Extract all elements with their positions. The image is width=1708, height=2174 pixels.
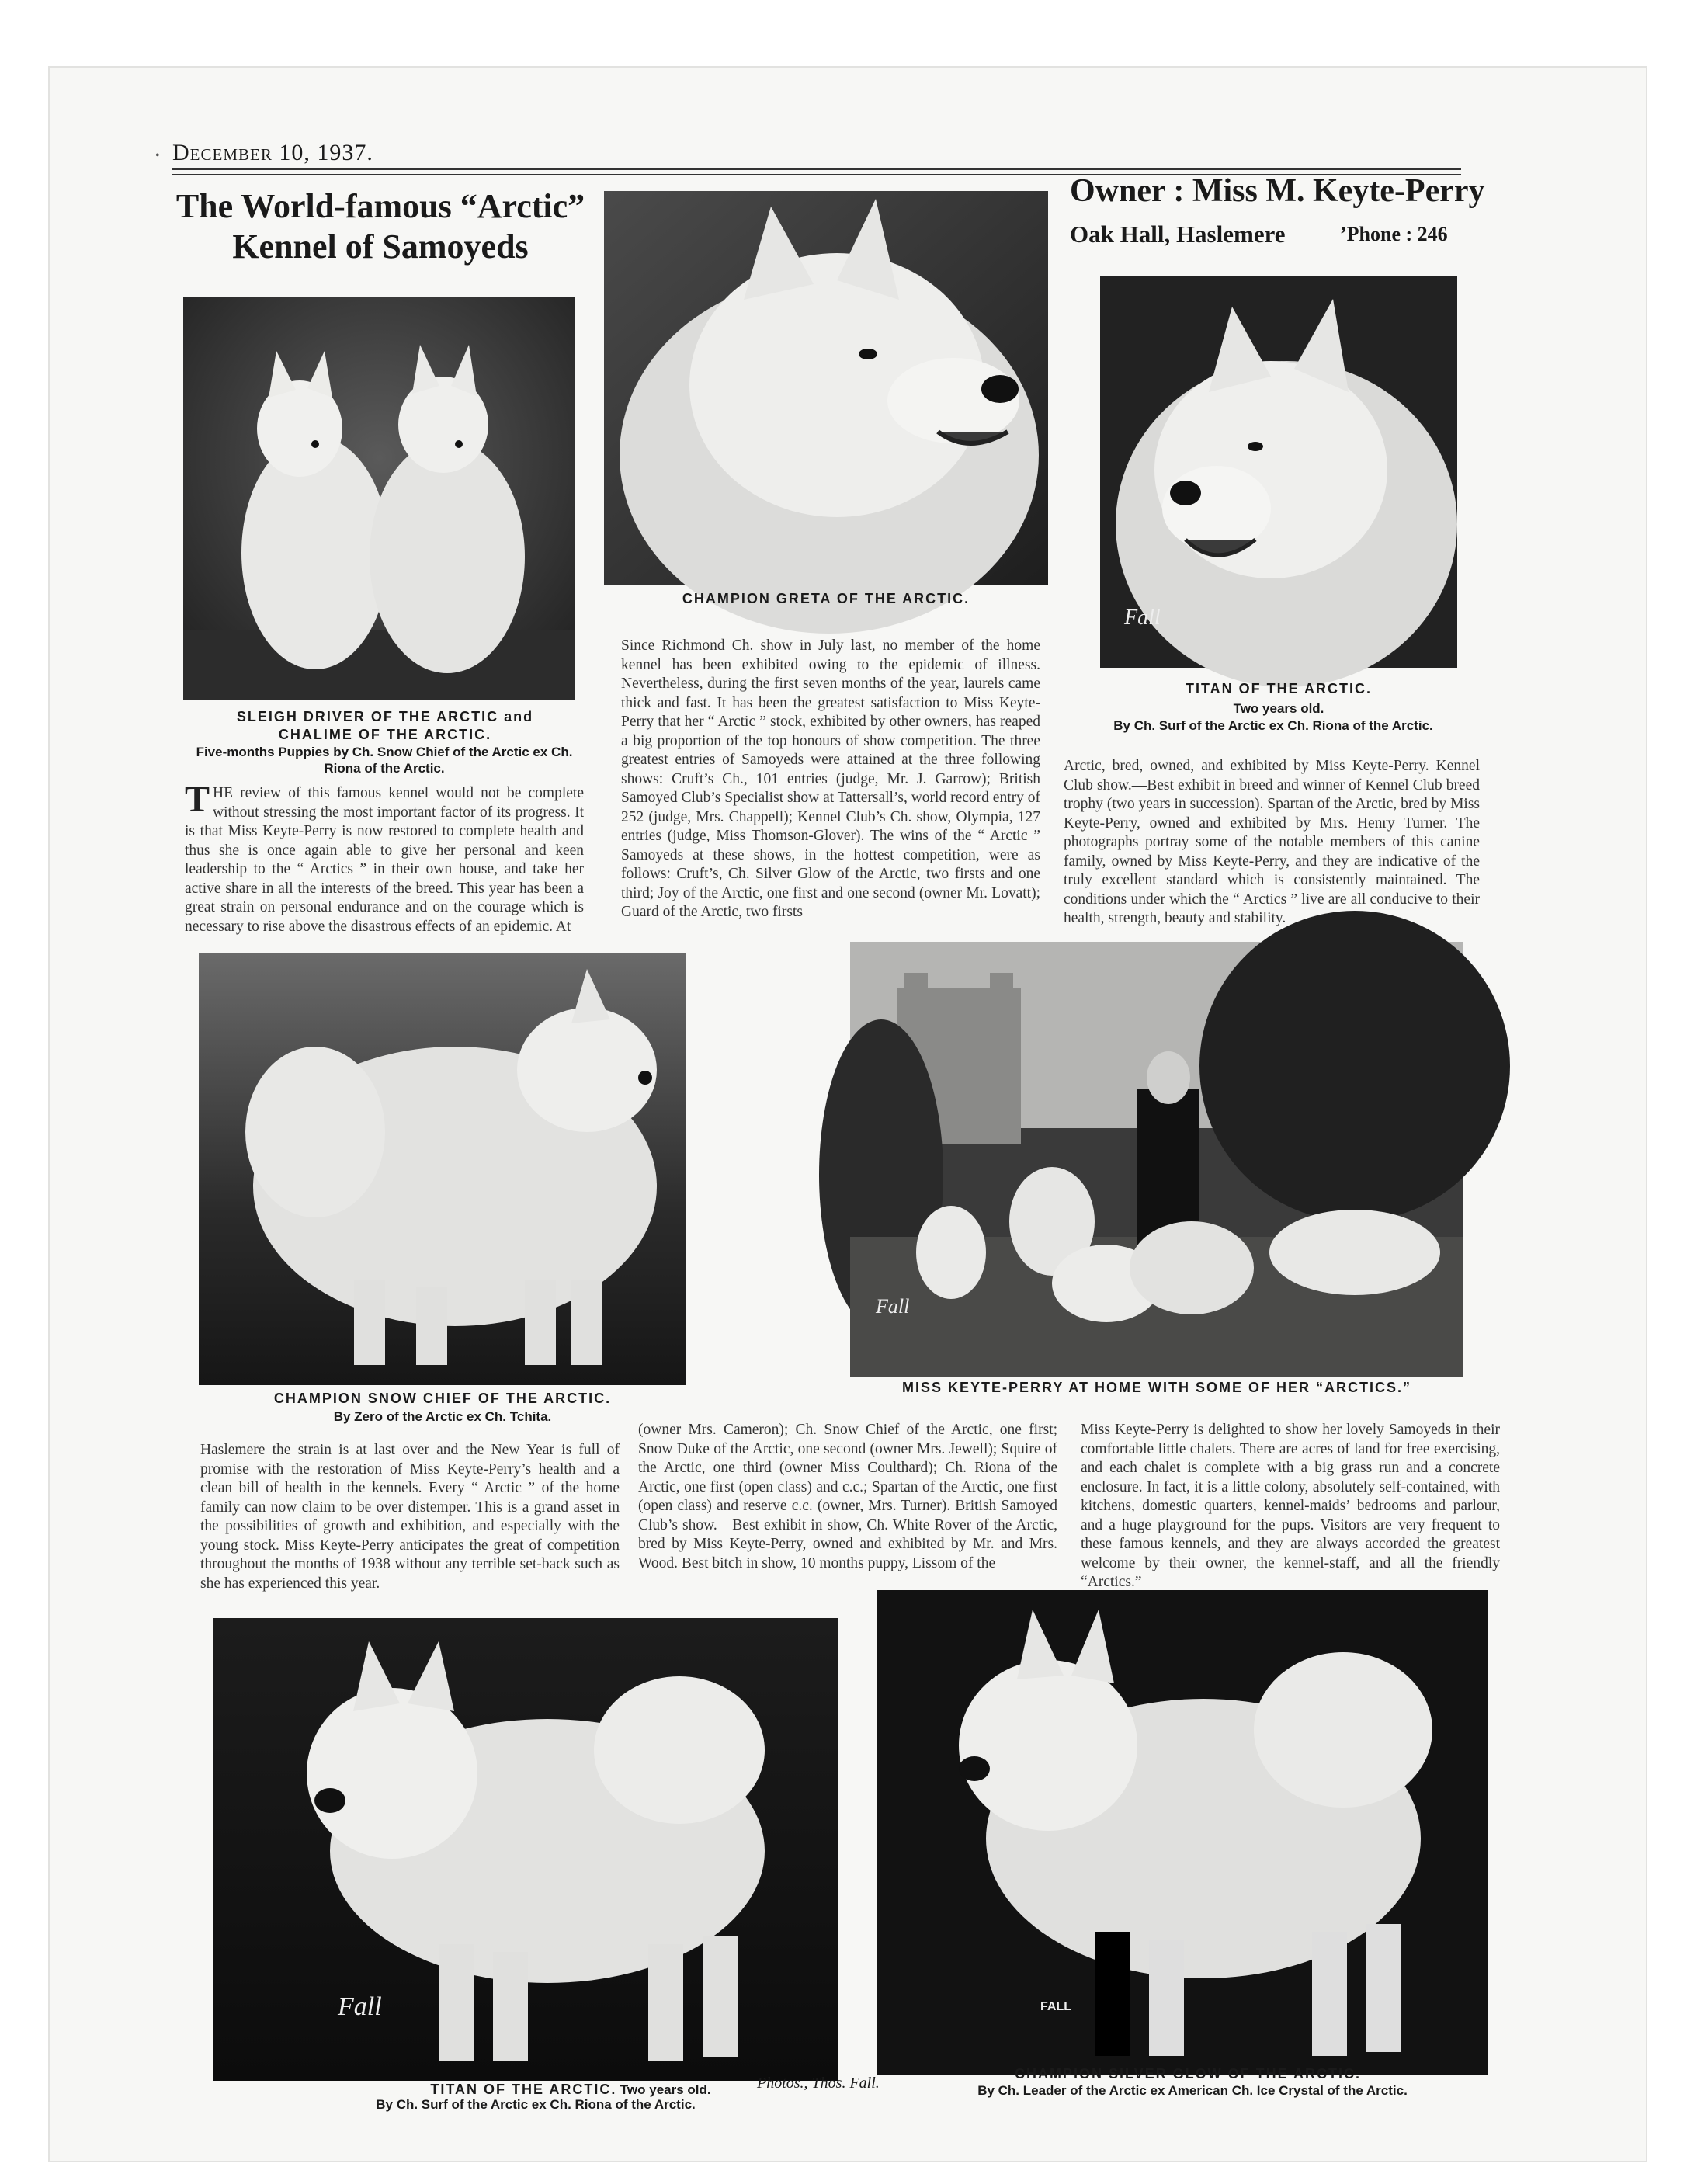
headline: The World-famous “Arctic” Kennel of Samoyeds (175, 187, 585, 266)
signature-fall-2: Fall (876, 1295, 910, 1318)
caption-at-home: MISS KEYTE-PERRY AT HOME WITH SOME OF HER “ARCTICS.” (901, 1380, 1412, 1395)
at-home-image (850, 942, 1463, 1377)
caption-titan-head: TITAN OF THE ARCTIC. (1186, 681, 1372, 696)
snow-chief-image (199, 953, 686, 1385)
issue-date: December 10, 1937. (172, 140, 373, 165)
subcaption-snow-chief: By Zero of the Arctic ex Ch. Tchita. (333, 1409, 552, 1424)
subcaption-sleigh-driver: Five-months Puppies by Ch. Snow Chief of the Arctic ex Ch. Riona of the Arctic. (196, 745, 573, 776)
photo-champion-greta (604, 191, 1048, 585)
subcaption-titan-full: By Ch. Surf of the Arctic ex Ch. Riona of the Arctic. (376, 2097, 696, 2112)
subcaption-titan-head-age: Two years old. (1233, 701, 1324, 716)
caption-titan-full: TITAN OF THE ARCTIC. (430, 2082, 617, 2097)
article-column-4: Haslemere the strain is at last over and the New Year is full of promise with the restoration of Miss Keyte-Perry’s health and a clean bill of health in the kennels. Every “ Arctic ” of the home family can now claim to be over distemper. This is a grand asset in the possibilities of growth and exhibition, and especially with the young stock. Miss Keyte-Perry anticipates the great of competition throughout the months of 1938 without any terrible set-back such as she has experienced this year. (200, 1442, 620, 1592)
phone: ’Phone : 246 (1340, 223, 1448, 245)
dropcap: T (185, 779, 210, 820)
photo-credit: Photos., Thos. Fall. (757, 2075, 880, 2092)
article-column-1 (185, 779, 584, 944)
titan-full-image (214, 1618, 838, 2081)
header-rule-top (172, 168, 1461, 170)
photo-silver-glow (877, 1590, 1488, 2075)
article-column-3: Arctic, bred, owned, and exhibited by Miss Keyte-Perry. Kennel Club show.—Best exhibit in breed and winner of Kennel Club breed trophy (two years in succession). Spartan of the Arctic, bred by Miss Keyte-Perry, owned and exhibited by Mrs. Henry Turner. The photographs portray some of the notable members of this canine family, owned by Miss Keyte-Perry, and they are indicative of the truly excellent standard which is consistently maintained. The conditions under which the “ Arctics ” live are all conducive to their health, strength, beauty and stability. (1064, 758, 1480, 926)
article-column-6: Miss Keyte-Perry is delighted to show her lovely Samoyeds in their comfortable little chalets. There are acres of land for free exercising, and each chalet is complete with a big grass run and a concrete enclosure. In fact, it is a little colony, absolutely self-contained, with kitchens, domestic quarters, kennel-maids’ bedrooms and parlour, and a huge playground for the pups. Visitors are very frequent to these famous kennels, and they are always accorded the greatest welcome by their owner, the kennel-staff, and all the friendly “Arctics.” (1081, 1422, 1500, 1590)
signature-fall-4: FALL (1040, 2000, 1071, 2013)
caption-snow-chief: CHAMPION SNOW CHIEF OF THE ARCTIC. (273, 1391, 612, 1406)
address: Oak Hall, Haslemere (1070, 221, 1286, 248)
signature-fall-3: Fall (338, 1992, 382, 2021)
photo-titan-full (214, 1618, 838, 2081)
silver-glow-image (877, 1590, 1488, 2075)
photo-snow-chief (199, 953, 686, 1385)
owner-line: Owner : Miss M. Keyte-Perry (1070, 173, 1485, 209)
article-column-1-text: HE review of this famous kennel would not be complete without stressing the most important factor of its progress. It is that Miss Keyte-Perry is now restored to complete health and thus she is once again able to give her personal and keen leadership to the “ Arctics ” in their own house, and take her active share in all the interests of the breed. This year has been a great strain on personal endurance and on the courage which is necessary to rise above the disastrous effects of an epidemic. At (185, 785, 584, 935)
subcaption-titan-head-sire: By Ch. Surf of the Arctic ex Ch. Riona of the Arctic. (1113, 718, 1433, 733)
caption-greta: CHAMPION GRETA OF THE ARCTIC. (682, 591, 970, 606)
article-column-5: (owner Mrs. Cameron); Ch. Snow Chief of the Arctic, one first; Snow Duke of the Arctic, one second (owner Mrs. Jewell); Squire of the Arctic, one third (owner Miss Coulthard); Ch. Riona of the Arctic, one first (open class) and c.c.; Spartan of the Arctic, one first (open class) and reserve c.c. (owner, Mrs. Turner). British Samoyed Club’s show.—Best exhibit in show, Ch. White Rover of the Arctic, bred by Miss Keyte-Perry, owned and exhibited by Mr. and Mrs. Wood. Best bitch in show, 10 months puppy, Lissom of the (638, 1422, 1057, 1571)
greta-image (604, 191, 1048, 585)
page-number: • (155, 149, 160, 162)
caption-titan-full-tail: Two years old. (620, 2082, 711, 2097)
caption-sleigh-driver: SLEIGH DRIVER OF THE ARCTIC and CHALIME OF THE ARCTIC. (236, 709, 534, 742)
photo-at-home (850, 942, 1463, 1377)
photo-sleigh-driver-chalime (183, 297, 575, 700)
caption-silver-glow: CHAMPION SILVER GLOW OF THE ARCTIC. (1015, 2066, 1361, 2082)
subcaption-silver-glow: By Ch. Leader of the Arctic ex American Ch. Ice Crystal of the Arctic. (977, 2083, 1408, 2098)
puppies-image (183, 297, 575, 700)
signature-fall-1: Fall (1124, 606, 1161, 630)
article-column-2: Since Richmond Ch. show in July last, no member of the home kennel has been exhibited owing to the epidemic of illness. Nevertheless, during the first seven months of the year, laurels came thick and fast. It has been the greatest satisfaction to Miss Keyte-Perry that her “ Arctic ” stock, exhibited by other owners, has reaped a big proportion of the top honours of show competition. The three greatest entries of Samoyeds were attained at the three following shows: Cruft’s Ch., 101 entries (judge, Mr. J. Garrow); British Samoyed Club’s Specialist show at Tattersall’s, world record entry of 252 (judge, Mrs. Chappell); Kennel Club’s Ch. show, Olympia, 127 entries (judge, Miss Thomson-Glover). The wins of the “ Arctic ” Samoyeds at these shows, in the hottest competition, were as follows: Cruft’s, Ch. Silver Glow of the Arctic, two firsts and one third; Joy of the Arctic, one first and one second (owner Mr. Lovatt); Guard of the Arctic, two firsts (621, 637, 1040, 920)
